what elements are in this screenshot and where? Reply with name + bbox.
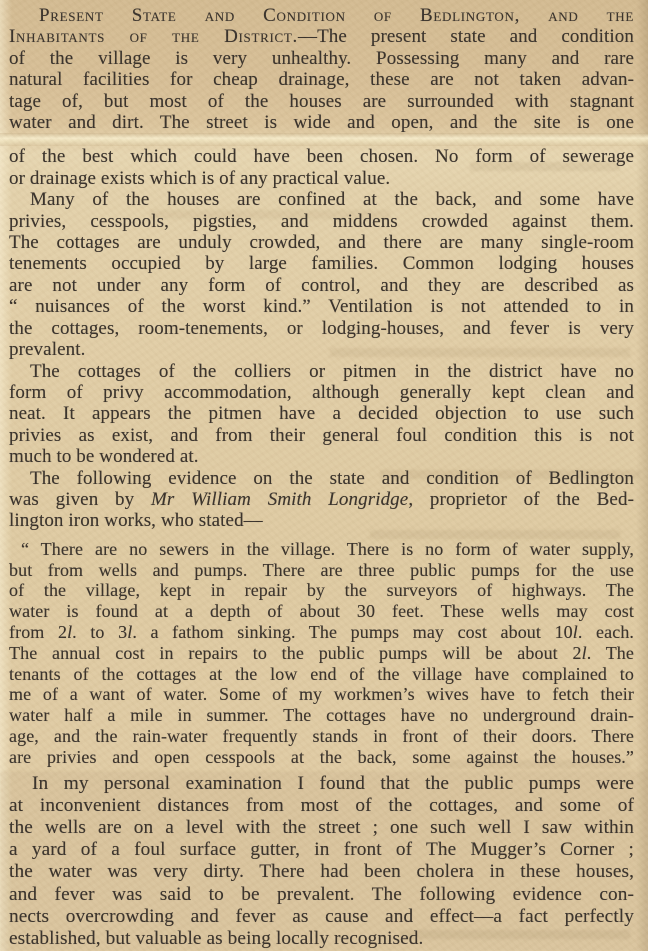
- body-text: the cottages, room-tenements, or lodging-houses, and fever is very: [9, 317, 634, 339]
- body-text: are privies and open cesspools at the back, some against the houses.”: [9, 746, 634, 767]
- text-line: [9, 26, 634, 47]
- text-line: [9, 425, 634, 446]
- text-line: [9, 684, 634, 705]
- body-text: established, but valuable as being locally recognised.: [9, 927, 424, 949]
- text-line: [9, 382, 634, 403]
- paragraph-longridge-quote: [9, 539, 634, 768]
- text-line: [9, 361, 634, 382]
- body-text: of the best which could have been chosen. No form of sewerage: [9, 146, 634, 168]
- text-line: [9, 403, 634, 424]
- text-line: [9, 643, 634, 664]
- text-line: [9, 446, 634, 467]
- text-line: [9, 580, 634, 601]
- body-text: water is found at a depth of about 30 feet. These wells may cost: [9, 601, 634, 622]
- text-line: [9, 339, 634, 360]
- body-text: prevalent.: [9, 339, 86, 361]
- text-line: [9, 146, 634, 167]
- text-line: [9, 211, 634, 232]
- text-line: [9, 318, 634, 339]
- body-text: The cottages of the colliers or pitmen in the district have no: [30, 360, 634, 382]
- text-line: [9, 817, 634, 839]
- text-line: [9, 510, 634, 531]
- text-line: [9, 861, 634, 883]
- body-text: at inconvenient distances from most of the cottages, and some of: [9, 794, 634, 816]
- text-line: [9, 560, 634, 581]
- body-text: tenants of the cottages at the low end of the village have complained to: [9, 663, 634, 684]
- body-text: the water was very dirty. There had been cholera in these houses,: [9, 861, 634, 883]
- body-text: neat. It appears the pitmen have a decided objection to use such: [9, 403, 634, 425]
- body-text: form of privy accommodation, although generally kept clean and: [9, 381, 634, 403]
- paragraph-houses-confined: [9, 189, 634, 360]
- body-text: The following evidence on the state and condition of Bedlington: [30, 467, 634, 489]
- text-line: [9, 468, 634, 489]
- body-text: , proprietor of the Bed-: [408, 488, 634, 510]
- text-line: [9, 296, 634, 317]
- text-line: [9, 705, 634, 726]
- body-text: me of a want of water. Some of my workmen’s wives have to fetch their: [9, 684, 634, 705]
- body-text: tage of, but most of the houses are surrounded with stagnant: [9, 90, 634, 112]
- text-line: [9, 928, 634, 950]
- paragraph-heading-paragraph-continued: [9, 146, 634, 189]
- paragraph-heading-paragraph-top: [9, 5, 634, 133]
- text-line: [9, 168, 634, 189]
- text-line: [9, 112, 634, 133]
- italic-text: l: [127, 621, 133, 642]
- body-text: but from wells and pumps. There are three public pumps for the use: [9, 559, 634, 580]
- small-caps-heading-text: Present State and Condition of Bedlington, and the: [39, 5, 634, 26]
- body-text: Many of the houses are confined at the back, and some have: [30, 189, 634, 211]
- body-text: natural facilities for cheap drainage, these are not taken advan-: [9, 69, 634, 91]
- paragraph-colliers-cottages: [9, 361, 634, 468]
- body-text: —The present state and condition: [297, 26, 634, 48]
- body-text: of the village is very unhealthy. Possessing many and rare: [9, 47, 634, 69]
- text-line: [9, 839, 634, 861]
- text-line: [9, 726, 634, 747]
- text-line: [9, 773, 634, 795]
- body-text: of the village, kept in repair by the surveyors of highways. The: [9, 580, 634, 601]
- body-text: or drainage exists which is of any practical value.: [9, 167, 391, 189]
- paragraph-evidence-intro: [9, 468, 634, 532]
- text-line: [9, 253, 634, 274]
- text-line: [9, 275, 634, 296]
- italic-text: Mr William Smith Longridge: [151, 488, 409, 510]
- italic-text: l: [581, 642, 587, 663]
- paragraph-personal-examination: [9, 773, 634, 951]
- body-text: The cottages are unduly crowded, and there are many single-room: [9, 232, 634, 254]
- body-text: the wells are on a level with the street ; one such well I saw within: [9, 816, 634, 838]
- text-line: [9, 906, 634, 928]
- body-text: and fever was said to be prevalent. The following evidence con-: [9, 883, 634, 905]
- text-line: [9, 232, 634, 253]
- text-line: [9, 795, 634, 817]
- body-text: . The: [586, 642, 634, 663]
- paper-crease: [0, 133, 648, 146]
- text-line: [9, 747, 634, 768]
- text-line: [9, 5, 634, 26]
- body-text: privies as exist, and from their general foul condition this is not: [9, 424, 634, 446]
- body-text: privies, cesspools, pigsties, and middens crowded against them.: [9, 210, 634, 232]
- text-line: [9, 884, 634, 906]
- text-line: [9, 489, 634, 510]
- small-caps-heading-text: Inhabitants of the District.: [9, 26, 298, 48]
- italic-text: l: [572, 621, 578, 642]
- body-text: from 2: [9, 621, 68, 642]
- text-line: [9, 622, 634, 643]
- body-text: was given by: [9, 488, 151, 510]
- body-text: lington iron works, who stated—: [9, 510, 263, 532]
- italic-text: l: [67, 621, 73, 642]
- page-text: [9, 5, 634, 950]
- body-text: tenements occupied by large families. Common lodging houses: [9, 253, 634, 275]
- body-text: . each.: [577, 621, 635, 642]
- text-line: [9, 91, 634, 112]
- body-text: “ nuisances of the worst kind.” Ventilation is not attended to in: [9, 296, 634, 318]
- text-line: [9, 48, 634, 69]
- text-line: [9, 539, 634, 560]
- body-text: a yard of a foul surface gutter, in front of The Mugger’s Corner ;: [9, 839, 634, 861]
- text-line: [9, 601, 634, 622]
- body-text: . to 3: [72, 621, 128, 642]
- body-text: In my personal examination I found that the public pumps were: [32, 772, 634, 794]
- body-text: nects overcrowding and fever as cause and effect—a fact perfectly: [9, 905, 634, 927]
- body-text: . a fathom sinking. The pumps may cost about 10: [132, 621, 573, 642]
- body-text: are not under any form of control, and they are described as: [9, 274, 634, 296]
- text-line: [9, 189, 634, 210]
- body-text: water half a mile in summer. The cottages have no underground drain-: [9, 705, 634, 726]
- body-text: water and dirt. The street is wide and open, and the site is one: [9, 112, 634, 134]
- body-text: much to be wondered at.: [9, 446, 199, 468]
- body-text: age, and the rain-water frequently stands in front of their doors. There: [9, 725, 634, 746]
- text-line: [9, 664, 634, 685]
- body-text: The annual cost in repairs to the public pumps will be about 2: [9, 642, 582, 663]
- text-line: [9, 69, 634, 90]
- body-text: “ There are no sewers in the village. There is no form of water supply,: [21, 538, 634, 559]
